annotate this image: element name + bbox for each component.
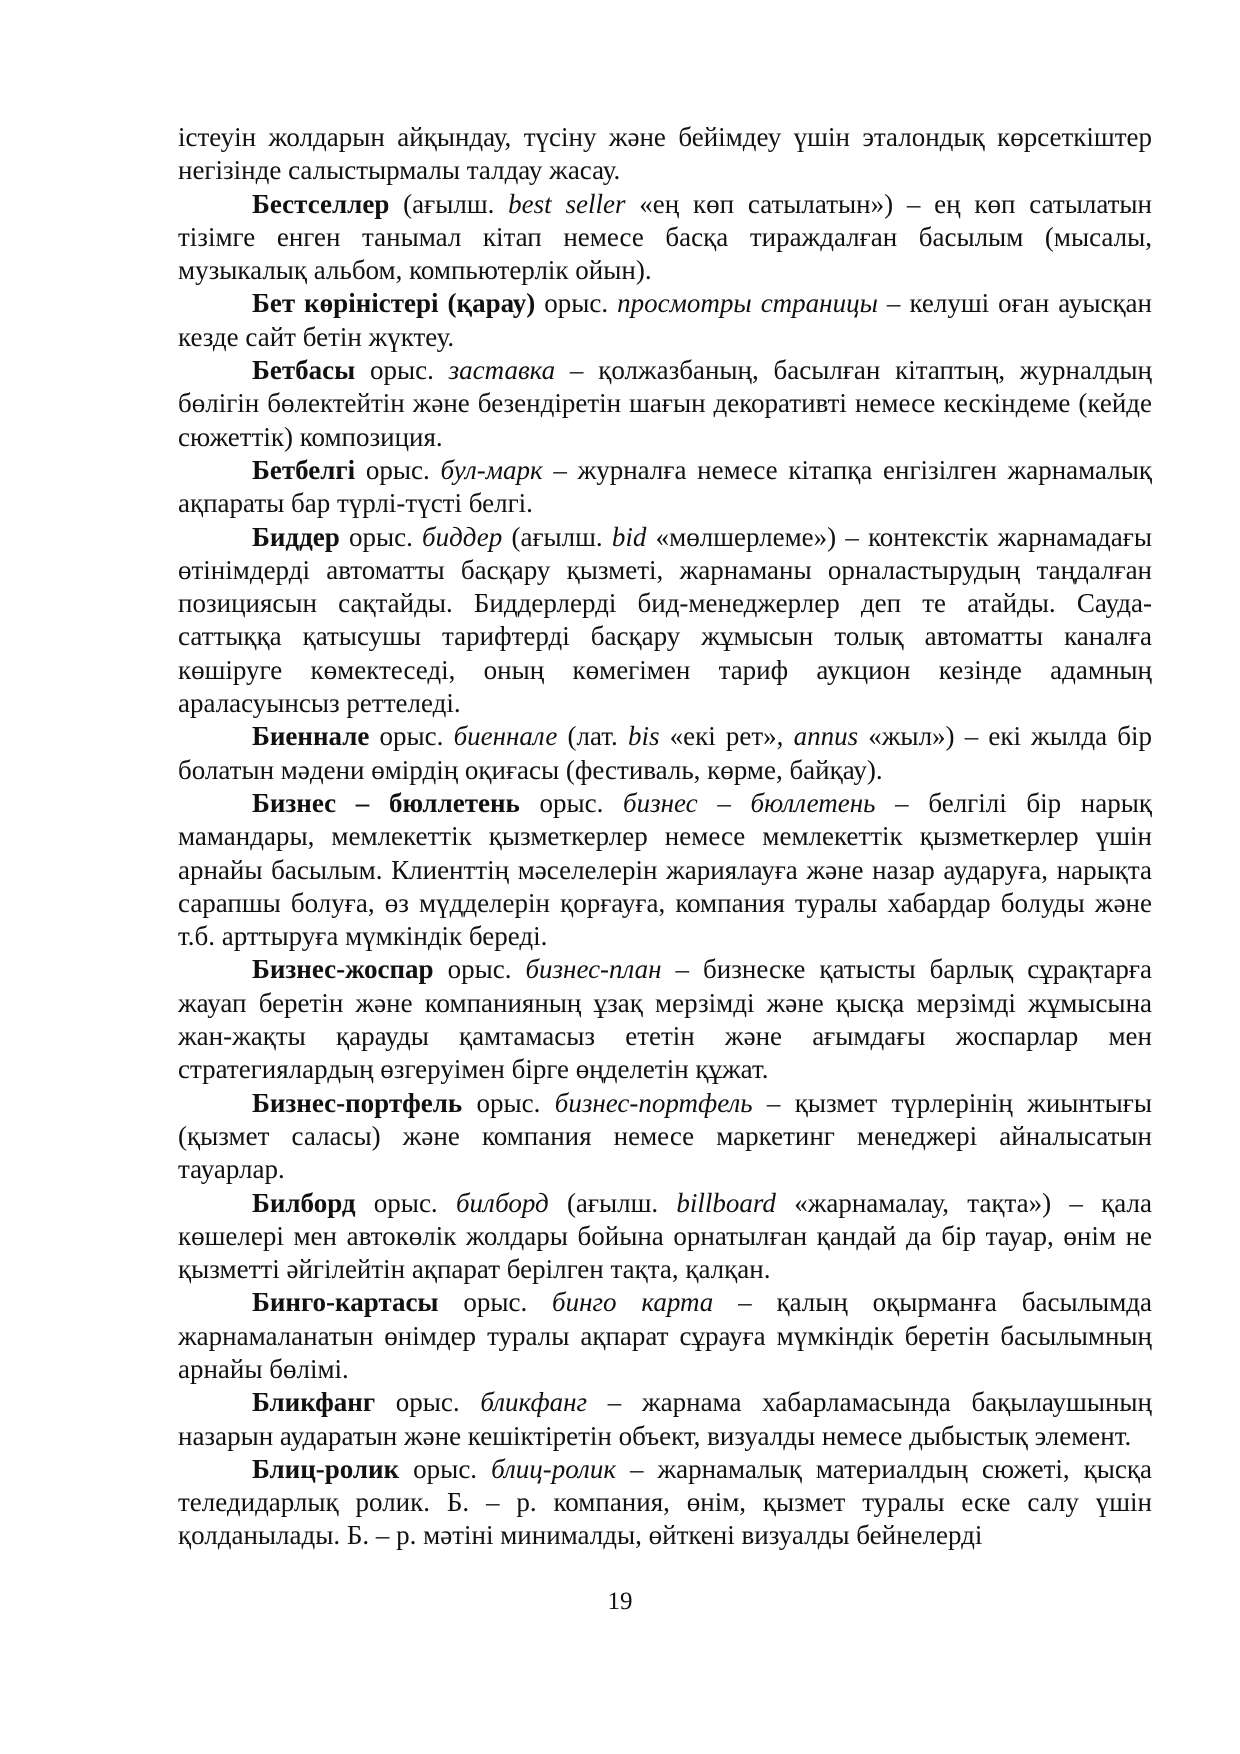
entry-definition-text: (лат. [557,721,628,752]
entry-definition-text: (ағылш. [502,521,612,552]
entry-definition-text: орыс. [369,721,454,752]
glossary-entry [178,720,1152,787]
entry-definition-text: – келуші оған ауысқан кезде сайт бетін жүктеу. [178,288,1152,352]
entry-foreign-term: билборд [455,1187,549,1218]
entry-definition-text: – журналға немесе кітапқа енгізілген жарнамалық ақпараты бар түрлі-түсті белгі. [178,454,1153,519]
entry-foreign-term: заставка [448,355,556,386]
entry-definition-text: «жарнамалау, тақта») – қала көшелері мен автокөлік жолдары бойына орнатылған қандай да бір тауар, өнім не қызметті әйгілейтін ақпарат берілген тақта, қалқан. [178,1187,1152,1285]
entry-foreign-term: бликфанг [480,1387,588,1418]
entry-definition-text: «жыл») – екі жылда бір болатын мәдени өмірдің оқиғасы (фестиваль, көрме, байқау). [178,721,1153,785]
entry-definition-text: орыс. [355,355,449,386]
entry-definition-text: – бизнеске қатысты барлық сұрақтарға жауап беретін және компанияның ұзақ мерзімді және қысқа мерзімді жұмысына жан-жақты қарауды қамтамасыз ететін және ағымдағы жоспарлар мен стратегиялардың өзгеруімен бірге өңделетін құжат. [178,954,1152,1085]
entry-definition-text: – қызмет түрлерінің жиынтығы (қызмет саласы) және компания немесе маркетинг менеджері айналысатын тауарлар. [178,1087,1153,1185]
glossary-entry [178,354,1152,454]
glossary-entry [178,1453,1152,1553]
entry-term: Бинго-картасы [252,1287,439,1318]
entry-definition-text: орыс. [375,1387,481,1418]
entry-definition-text: орыс. [438,1287,553,1318]
entry-foreign-term: бизнес-портфель [554,1087,753,1118]
entry-definition-text: – жарнама хабарламасында бақылаушының назарын аударатын және кешіктіретін объект, визуалды немесе дыбыстық элемент. [178,1387,1152,1451]
glossary-entry [178,1386,1152,1453]
entry-foreign-term: бизнес-план [525,954,662,985]
entry-definition-text: орыс. [519,787,624,818]
glossary-entry [178,1187,1152,1287]
entry-definition-text: орыс. [433,954,526,985]
glossary-entry [178,787,1152,953]
entry-term: Бизнес-портфель [252,1087,463,1118]
entry-term: Бетбелгі [252,454,356,485]
entry-foreign-term: billboard [676,1187,776,1218]
glossary-entry [178,1087,1152,1187]
entry-definition-text: – белгілі бір нарық мамандары, мемлекеттік қызметкерлер немесе мемлекеттік қызметкерлер үшін арнайы басылым. Клиенттің мәселелерін жариялауға және назар аударуға, нарықта сарапшы болуға, өз мүдделерін қорғауға, компания туралы хабардар болуды және т.б. арттыруға мүмкіндік береді. [178,787,1153,952]
entry-definition-text: орыс. [355,1187,456,1218]
glossary-entry [178,287,1152,354]
entry-foreign-term: бул-марк [440,454,543,485]
entry-term: Блиц-ролик [252,1453,400,1484]
glossary-entry [178,454,1152,521]
entry-foreign-term: bid [611,521,647,552]
entry-definition-text: «мөлшерлеме») – контекстік жарнамадағы өтінімдерді автоматты басқару қызметі, жарнаманы орналастырудың таңдалған позициясын сақтайды. Биддерлерді бид-менеджерлер деп те атайды. Сауда-саттыққа қатысушы тарифтерді басқару жұмысын толық автоматты каналға көшіруге көмектеседі, оның көмегімен тариф аукцион кезінде адамның араласуынсыз реттеледі. [178,521,1152,719]
glossary-entries [178,188,1152,1553]
entry-term: Биддер [252,521,340,552]
glossary-entry [178,521,1152,721]
entry-foreign-term: просмотры страницы [617,288,878,319]
glossary-entry [178,188,1152,288]
glossary-entry [178,953,1152,1086]
entry-term: Бизнес – бюллетень [252,787,520,818]
entry-foreign-term: бизнес – бюллетень [623,787,876,818]
entry-foreign-term: биеннале [453,721,558,752]
entry-term: Бет көріністері (қарау) [252,288,536,319]
entry-foreign-term: биддер [422,521,503,552]
entry-foreign-term: блиц-ролик [491,1453,616,1484]
entry-foreign-term: best seller [508,188,626,219]
entry-definition-text: – қалың оқырманға басылымда жарнамаланатын өнімдер туралы ақпарат сұрауға мүмкіндік беретін басылымның арнайы бөлімі. [178,1287,1153,1384]
entry-definition-text: орыс. [339,521,423,552]
entry-foreign-term: annus [793,721,859,752]
entry-definition-text: орыс. [535,288,618,319]
page-number: 19 [607,1588,633,1615]
entry-definition-text: орыс. [355,454,441,485]
entry-foreign-term: бинго карта [552,1287,714,1318]
entry-term: Бизнес-жоспар [252,954,434,985]
entry-definition-text: – қолжазбаның, басылған кітаптың, журналдың бөлігін бөлектейтін және безендіретін шағын декоративті немесе кескіндеме (кейде сюжеттік) композиция. [178,355,1153,452]
entry-term: Бестселлер [252,188,390,219]
intro-paragraph: істеуін жолдарын айқындау, түсіну және бейімдеу үшін эталондық көрсеткіштер негізінде салыстырмалы талдау жасау. [178,122,1152,186]
entry-definition-text: «ең көп сатылатын») – ең көп сатылатын тізімге енген танымал кітап немесе басқа тираждалған басылым (мысалы, музыкалық альбом, компьютерлік ойын). [178,188,1152,286]
document-page [178,121,1152,1553]
entry-definition-text: (ағылш. [389,188,509,219]
entry-term: Билборд [252,1187,356,1218]
entry-definition-text: орыс. [462,1087,555,1118]
entry-definition-text: «екі рет», [659,721,794,752]
entry-foreign-term: bis [627,721,660,752]
entry-term: Биеннале [252,721,370,752]
entry-term: Бетбасы [252,355,356,386]
glossary-entry [178,1286,1152,1386]
entry-term: Бликфанг [252,1387,376,1418]
entry-definition-text: – жарнамалық материалдың сюжеті, қысқа теледидарлық ролик. Б. – р. компания, өнім, қызмет туралы еске салу үшін қолданылады. Б. – р. мәтіні минималды, өйткені визуалды бейнелерді [178,1453,1153,1551]
entry-definition-text: (ағылш. [548,1187,677,1218]
entry-definition-text: орыс. [399,1453,492,1484]
